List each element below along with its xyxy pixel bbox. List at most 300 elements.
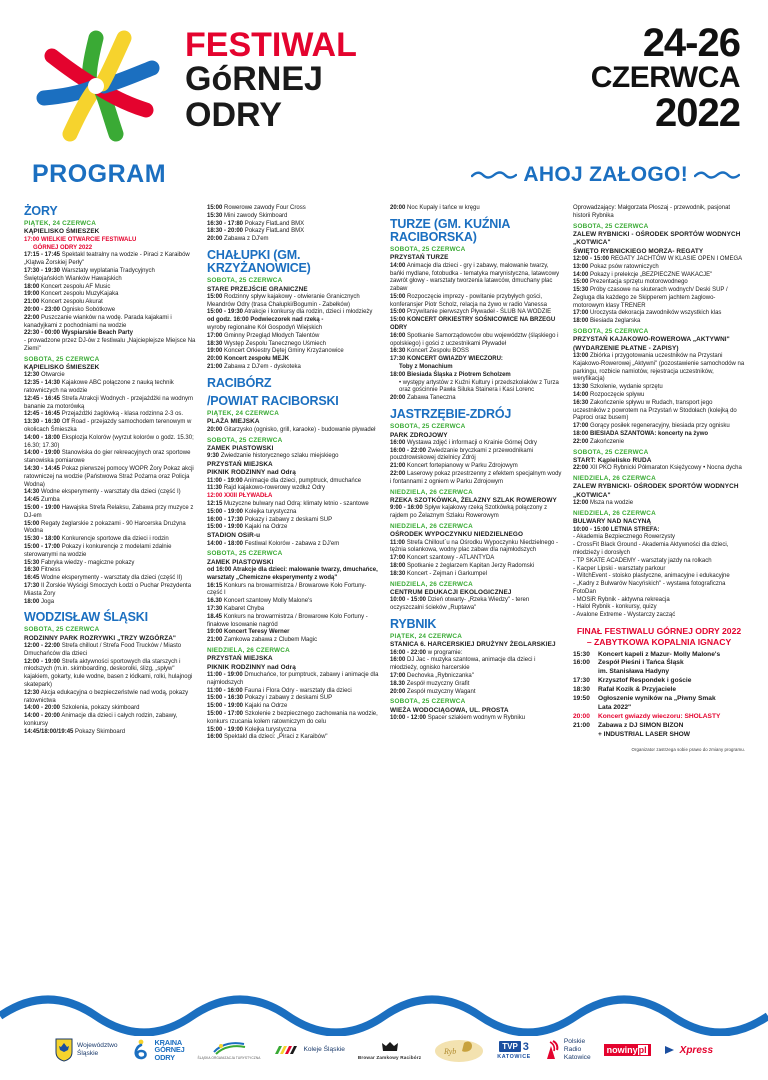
program-entry: [390, 205, 562, 213]
program-entry: [390, 555, 562, 563]
program-entry-time: 18.45: [207, 613, 223, 620]
xpress-arrow-icon: [664, 1044, 676, 1056]
program-entry-text: - Kacper Lipski - warsztaty parkour: [573, 565, 666, 572]
program-entry-text: - WitchEvent - stoisko plastyczne, animacyjne i edukacyjne: [573, 573, 730, 580]
program-entry-time: 17:30: [24, 582, 40, 589]
program-entry-text: Koncert zespołu MEJK: [224, 356, 290, 363]
program-entry: [573, 604, 745, 612]
sot-bird-icon: [212, 1041, 246, 1055]
program-entry-time: 15:00: [390, 309, 406, 316]
program-entry-text: Kabaret Chyba: [224, 606, 265, 613]
day-heading: SOBOTA, 25 CZERWCA: [390, 423, 466, 431]
program-entry: [207, 356, 379, 364]
program-entry: [24, 583, 196, 599]
program-entry-time: od godz. 16:00: [207, 317, 249, 324]
sponsor-rybnickie: [434, 1037, 484, 1063]
final-row-time: 15:30: [573, 650, 590, 658]
program-entry-text: Zabawa Taneczna: [407, 395, 456, 402]
program-entry-time: 15:00: [24, 520, 40, 527]
program-entry-text: Rozpoczęcie spływu: [590, 392, 645, 399]
program-entry-time: 16:30 - 17:80: [207, 220, 244, 227]
day-heading: SOBOTA, 25 CZERWCA: [24, 355, 100, 363]
program-entry: [573, 612, 745, 620]
program-entry: [390, 471, 562, 487]
program-entry: [24, 521, 196, 537]
program-entry-text: Mini zawody Skimboard: [224, 212, 288, 219]
program-entry-time: 17:00: [390, 672, 406, 679]
venue-heading: PRZYSTAŃ TURZE: [390, 254, 449, 262]
program-entry: [573, 558, 745, 566]
tvp-channel-number: 3: [522, 1040, 529, 1053]
program-column-1: [24, 205, 196, 965]
program-entry-time: 20:00: [207, 236, 223, 243]
program-entry-text: Konkurencje sportowe dla dzieci i rodzin: [61, 536, 169, 543]
program-entry-text: LETNIA STREFA:: [610, 526, 660, 533]
program-entry-time: 9:30: [207, 453, 220, 460]
program-entry-time: 17:30: [207, 606, 223, 613]
program-entry-text: Wyspiarskie Beach Party: [61, 330, 133, 337]
program-entry-time: 15:00 - 19:00: [24, 504, 61, 511]
ahoj-zalogo-banner: [471, 163, 740, 187]
program-entry-time: 15:00 - 17:00: [207, 710, 244, 717]
program-entry-time: 15:00 - 19:00: [207, 508, 244, 515]
final-row-time: 16:00: [573, 659, 590, 667]
program-entry: [24, 690, 196, 706]
program-entry-time: 14:30 - 14:45: [24, 465, 61, 472]
venue-heading: ZALEW RYBNICKI - OŚRODEK SPORTÓW WODNYCH „KOTWICA": [573, 230, 741, 247]
program-entry: [24, 299, 196, 307]
program-entry: [207, 672, 379, 688]
program-entry-text: Przejażdżki żaglówką - klasa rodzinna 2-3 os.: [61, 411, 184, 418]
final-program-row: [573, 677, 745, 686]
final-program-row: [573, 704, 745, 713]
program-entry: [207, 493, 379, 501]
program-entry: [24, 245, 196, 253]
final-row-text: Ogłoszenie wyników na „Piwny Smak: [598, 695, 716, 702]
final-row-time: 21:00: [573, 721, 590, 729]
program-entry-time: 16:30: [573, 399, 589, 406]
program-entry: [24, 411, 196, 419]
program-entry-text: Pokazy i prelekcje „BEZPIECZNE WAKACJE": [590, 271, 713, 278]
program-entry: [207, 309, 379, 317]
program-entry: [24, 643, 196, 659]
program-entry-text: wyroby regionalne Kół Gospodyń Wiejskich: [207, 325, 323, 332]
program-entry-text: Konkurs na browarmistrza / Browarowe Koło Fortuny - finałowe losowanie nagród: [207, 613, 368, 628]
final-row-text: im. Stanisława Hadyny: [598, 668, 670, 676]
program-entry: [207, 637, 379, 645]
program-entry-time: 10:00 - 12:00: [390, 714, 427, 721]
program-entry: [207, 501, 379, 509]
program-entry-text: KONCERT ORKIESTRY SOŚNICOWICE NA BRZEGU ODRY: [390, 317, 556, 332]
program-entry-text: Pokazy i zabawy z deskami SUP: [244, 516, 333, 523]
program-entry-time: 20:00: [390, 688, 406, 695]
program-entry-text: Fabryka wiedzy - magiczne pokazy: [41, 559, 135, 566]
program-entry-time: 21:00: [207, 637, 223, 644]
program-entry-text: Występ Zespołu Tanecznego Uśmiech: [224, 340, 326, 347]
program-entry-time: 16:00: [390, 332, 406, 339]
program-entry-text: Fauna i Flora Odry - warsztaty dla dzieci: [244, 687, 352, 694]
program-entry-text: Prezentacja sprzętu motorowodnego: [590, 279, 688, 286]
koleje-slaskie-stripes-icon: [273, 1044, 299, 1056]
sponsor-logos-bar: [0, 1020, 768, 1080]
program-entry-text: Rodzinny spływ kajakowy - otwieranie Granicznych Meandrów Odry (trasa Chałupki/Bogumin - Zabełków): [207, 293, 360, 308]
program-entry-text: Festiwal Kolorów - zabawa z DJ'em: [244, 540, 340, 547]
day-heading: SOBOTA, 25 CZERWCA: [207, 436, 283, 444]
city-heading: TURZE (GM. KUŹNIA RACIBORSKA): [390, 216, 510, 244]
program-entry-time: 18:00: [390, 371, 406, 378]
venue-heading: START: Kąpielisko RUDA: [573, 456, 652, 464]
program-entry-text: Muzyczne bulwary nad Odrą: klimaty letnio - szantowe: [224, 501, 369, 508]
program-entry-time: 15:00: [207, 205, 223, 211]
day-heading: NIEDZIELA, 26 CZERWCA: [573, 475, 656, 483]
program-entry-text: Oprowadzający: Małgorzata Płoszaj - przewodnik, pasjonat historii Rybnika: [573, 205, 731, 219]
program-entry-text: Pokazy i zabawy z deskami SUP: [244, 695, 333, 702]
program-entry-text: Dechovka „Rybniczanka": [407, 672, 474, 679]
program-entry-time: 14:45: [24, 497, 40, 504]
program-entry: [207, 583, 379, 599]
program-column-2: [207, 205, 379, 965]
program-entry-time: 17:00: [24, 236, 40, 243]
program-entry-time: 14:00 - 18:00: [24, 434, 61, 441]
program-entry: [207, 727, 379, 735]
program-entry: [390, 540, 562, 556]
program-entry-text: Kajaki na Odrze: [244, 524, 288, 531]
program-entry: [573, 205, 745, 221]
day-heading: SOBOTA, 25 CZERWCA: [390, 246, 466, 254]
program-entry-text: Zabawa z DJ'em: [224, 236, 269, 243]
program-entry-text: Kajaki na Odrze: [244, 703, 288, 710]
program-entry-text: Wodne eksperymenty - warsztaty dla dzieci (część I): [41, 489, 181, 496]
program-entry: [24, 380, 196, 396]
final-heading-line-1: FINAŁ FESTIWALU GÓRNEJ ODRY 2022: [576, 626, 742, 637]
festival-title: [185, 28, 357, 133]
venue-heading: PARK ZDROJOWY: [390, 431, 448, 439]
rybnickie-deer-icon: [434, 1037, 484, 1063]
program-entry: [207, 221, 379, 229]
program-entry: [207, 294, 379, 310]
program-entry-text: WIELKIE OTWARCIE FESTIWALU: [41, 236, 137, 243]
program-entry-text: Puszczanie wianków na wodę. Parada kajakami i kanadyjkami z pochodniami na wodzie: [24, 314, 172, 329]
program-entry: [24, 435, 196, 451]
program-entry-text: REGATY JACHTÓW W KLASIE OPEN I OMEGA: [610, 255, 743, 262]
program-entry-text: - Akademia Bezpiecznego Rowerzysty: [573, 534, 676, 541]
final-row-text: Lata 2022": [598, 703, 632, 711]
program-entry-time: 18:00: [24, 283, 40, 290]
program-entry-text: Podwieczorek nad rzeką -: [250, 317, 324, 324]
program-entry-text: Pokazy Skimboard: [75, 728, 126, 735]
program-entry-text: Noc Kupały i tańce w kręgu: [407, 205, 480, 211]
final-row-text: Rafał Kozik & Przyjaciele: [598, 686, 677, 694]
venue-heading: PIKNIK RODZINNY nad Odrą: [207, 663, 296, 671]
day-heading: SOBOTA, 25 CZERWCA: [24, 626, 100, 634]
program-entry-text: Animacje dla dzieci, pumptruck, dmuchańce: [244, 477, 362, 484]
program-entry-time: 12:00 - 15:00: [573, 255, 610, 262]
program-entry: [390, 563, 562, 571]
program-entry: [207, 205, 379, 213]
sponsor-kraina-gornej-odry: [131, 1038, 185, 1062]
program-entry-time: 11:00 - 16:00: [207, 687, 243, 694]
program-entry: [24, 544, 196, 560]
program-entry-time: 11:30: [207, 485, 223, 492]
program-entry-time: 13:30: [573, 384, 589, 391]
program-entry: [390, 364, 562, 372]
sponsor-koleje-slaskie: [273, 1044, 344, 1056]
program-entry-time: 16:15: [207, 582, 223, 589]
program-entry: [573, 431, 745, 439]
program-entry: [24, 396, 196, 412]
final-row-time: 18:30: [573, 686, 590, 694]
program-entry-time: 15:00 - 19:00: [207, 726, 244, 733]
program-entry-text: Koncert zespołu AF Music: [41, 283, 111, 290]
date-month: CZERWCA: [590, 61, 740, 95]
program-entry-text: DJ Jac - muzyka szantowa, animacje dla dzieci i młodzieży, ognisko harcerskie: [390, 657, 536, 672]
venue-heading: BULWARY NAD NACYNĄ: [573, 518, 652, 526]
program-entry-text: - „Kadry z Bulwarów Nacyńskich" - wystawa fotograficzna FotoDan: [573, 581, 726, 595]
program-entry: [24, 705, 196, 713]
program-entry-text: - Halol Rybnik - konkursy, quizy: [573, 604, 657, 611]
program-entry: [207, 711, 379, 727]
sponsor-slaska-organizacja-turystyczna: [198, 1041, 261, 1060]
program-entry: [207, 703, 379, 711]
program-entry: [390, 463, 562, 471]
program-entry: [390, 395, 562, 403]
program-entry: [207, 427, 379, 435]
program-entry-text: Pokazy i konkurencje z modelami zdalnie sterowanymi na wodzie: [24, 543, 172, 558]
program-entry: [24, 536, 196, 544]
radio-xpress-label: Xpress: [679, 1044, 714, 1056]
program-entry: [207, 695, 379, 703]
day-heading: NIEDZIELA, 26 CZERWCA: [573, 509, 656, 517]
program-entry-time: 15:00 - 16:30: [207, 695, 244, 702]
program-entry-text: Zwiedzanie bryczkami z przewodnikami pouzdrowiskowej dzielnicy Zdrój: [390, 447, 534, 462]
program-entry-time: 10:00 - 15:00: [390, 597, 427, 604]
program-entry: [390, 597, 562, 613]
program-entry: [24, 252, 196, 268]
day-heading: SOBOTA, 25 CZERWCA: [207, 277, 283, 285]
program-entry: [24, 505, 196, 521]
program-entry-text: Gorący posiłek regeneracyjny, biesiada przy ognisku: [590, 423, 730, 430]
program-entry: [390, 650, 562, 658]
program-entry-time: 13:00: [573, 263, 589, 270]
program-disclaimer: Organizator zastrzega sobie prawo do zmiany programu.: [631, 747, 745, 753]
crown-icon: [377, 1040, 403, 1054]
venue-heading: PIKNIK RODZINNY nad Odrą: [207, 469, 296, 477]
venue-heading: PRZYSTAŃ MIEJSKA: [207, 461, 273, 469]
program-entry-text: Spacer szlakiem wodnym w Rybniku: [427, 714, 526, 721]
program-entry: [24, 713, 196, 729]
program-entry: [207, 517, 379, 525]
program-entry-text: Wystawa zdjęć i informacji o Krainie Górnej Odry: [407, 439, 538, 446]
program-entry-time: 15:30: [573, 287, 589, 294]
program-entry-time: 20:00: [207, 426, 223, 433]
city-heading: CHAŁUPKI (GM. KRZYŻANOWICE): [207, 247, 311, 276]
program-entry: [573, 392, 745, 400]
program-entry-text: Dzień otwarty- „Rzeka Wiedzy" - teren oczyszczalni ścieków „Ruptawa": [390, 597, 530, 611]
program-entry-time: 12:45 - 16:45: [24, 411, 61, 418]
program-entry-text: Msza na wodzie: [590, 500, 634, 507]
program-entry-text: Fitness: [41, 567, 61, 574]
program-entry-text: Spotkanie Samorządowców obu województw (śląskiego i opolskiego) i gości z uczestnikami Pływadeł: [390, 332, 559, 347]
program-entry-text: Eksplozja Kolorów (wyrzut kolorów o godz. 15.30; 16.30; 17.30): [24, 434, 194, 449]
program-entry: [207, 734, 379, 742]
program-entry-text: Regaty żeglarskie z pokazami - 90 Harcerska Drużyna Wodna: [24, 520, 186, 535]
program-entry: [207, 629, 379, 637]
program-entry-text: Przywitanie pierwszych Pływadeł - ŚLUB NA WODZIE: [407, 309, 552, 316]
venue-heading: KĄPIELISKO ŚMIESZEK: [24, 364, 100, 372]
program-entry-text: Spotkanie z żeglarzem Kapitan Jerzy Radomski: [407, 562, 535, 569]
tvp-katowice-label: KATOWICE: [497, 1053, 531, 1060]
program-entry-time: 18:00: [573, 318, 589, 325]
kraina-swirl-icon: [131, 1038, 151, 1062]
final-row-text: Zabawa z DJ SIMON BIZON: [598, 721, 684, 729]
program-entry-time: 16.30: [207, 598, 223, 605]
program-entry-time: 14:30: [24, 489, 40, 496]
program-entry: [207, 236, 379, 244]
program-entry-text: - CrossFit Black Ground - Akademia Aktywności dla dzieci, młodzieży i dorosłych: [573, 542, 729, 556]
program-entry: [573, 423, 745, 431]
program-entry-time: 16:00 - 22:00: [390, 649, 427, 656]
day-heading: NIEDZIELA, 26 CZERWCA: [390, 522, 473, 530]
program-entry: [207, 485, 379, 493]
sponsor-browar-zamkowy-raciborz: [358, 1040, 421, 1060]
city-heading: /POWIAT RACIBORSKI: [207, 393, 339, 408]
program-entry-text: Joga: [41, 598, 55, 605]
program-entry-text: Koncert zespołu Akurat: [41, 299, 103, 306]
sponsor-sot-label: ŚLĄSKA ORGANIZACJA TURYSTYCZNA: [197, 1055, 261, 1060]
program-entry: [207, 524, 379, 532]
program-entry-text: Strefa aktywności sportowych dla starszych i młodszych (m.in. skimboarding, deskorolki, ślizg, „spływ" kajakiem, gokarty, kule wodne, basen z łódkami, rolki, hulajnogi skatepark): [24, 658, 193, 689]
program-entry-text: - TP SKATE ACADEMY - warsztaty jazdy na rolkach: [573, 557, 712, 564]
program-entry: [24, 599, 196, 607]
festival-pinwheel-logo: [28, 26, 168, 146]
program-entry-time: 14:00 - 20:00: [24, 705, 61, 712]
program-entry-time: 20:00: [207, 356, 223, 363]
program-column-3: [390, 205, 562, 965]
program-entry-text: Rowerowe zawody Four Cross: [224, 205, 306, 211]
program-entry-text: Koncert - Zejman i Garkumpel: [407, 570, 488, 577]
program-entry-time: 13:00: [573, 353, 589, 360]
city-heading: ŻORY: [24, 204, 58, 218]
program-entry: [390, 657, 562, 673]
program-entry: [207, 453, 379, 461]
program-entry-text: Strefa Atrakcji Wodnych - przejażdżki na wodnym bananie za motorówką: [24, 395, 193, 410]
program-entry-time: 15:00: [390, 317, 406, 324]
final-program-row: [573, 713, 745, 722]
wave-squiggle-left-icon: [471, 169, 517, 181]
program-entry: [390, 448, 562, 464]
program-entry-time: 21:00: [24, 299, 40, 306]
program-entry-text: Kolejka turystyczna: [244, 726, 297, 733]
program-entry-time: 17:00: [573, 310, 589, 317]
program-entry-time: od 16:00: [207, 567, 232, 574]
sponsor-wojewodztwo-slaskie: [55, 1038, 118, 1062]
final-heading-line-2: – ZABYTKOWA KOPALNIA IGNACY: [586, 636, 732, 647]
venue-heading: PLAŻA MIEJSKA: [207, 418, 260, 426]
program-entry: [573, 465, 745, 473]
program-entry-time: 12:00 - 22:00: [24, 643, 61, 650]
program-entry: [390, 681, 562, 689]
program-entry: [24, 489, 196, 497]
program-entry: [573, 400, 745, 423]
program-entry-time: 20:00: [390, 205, 406, 211]
program-entry-time: 18:00: [390, 562, 406, 569]
venue-heading: PRZYSTAŃ MIEJSKA: [207, 655, 273, 663]
program-entry: [573, 318, 745, 326]
final-row-text: + INDUSTRIAL LASER SHOW: [598, 730, 691, 738]
program-entry: [573, 310, 745, 318]
program-entry-time: 16:45: [24, 575, 40, 582]
final-row-time: 20:00: [573, 712, 590, 720]
program-entry-time: 20:00 - 23:00: [24, 306, 61, 313]
city-heading: RACIBÓRZ: [207, 375, 272, 390]
program-entry: [207, 213, 379, 221]
poster-header: [0, 0, 768, 160]
program-entry-time: 11:00: [390, 539, 406, 546]
program-entry-text: Pokazy FlatLand BMX: [244, 228, 305, 235]
final-program-row: [573, 668, 745, 677]
program-entry-time: 9:00 - 16:00: [390, 505, 423, 512]
venue-heading: STADION OSiR-u: [207, 532, 261, 540]
final-event-heading: [573, 626, 745, 647]
city-heading: WODZISŁAW ŚLĄSKI: [24, 610, 148, 625]
day-heading: PIĄTEK, 24 CZERWCA: [207, 410, 280, 418]
program-entry-time: 14:00 - 19:00: [24, 450, 61, 457]
program-entry-text: Zabawa z DJ'em - dyskoteka: [224, 364, 301, 371]
program-entry-time: 16:30: [24, 567, 40, 574]
program-entry: [24, 268, 196, 284]
program-entry-text: Szkolenie z bezpiecznego zachowania na wodzie, konkurs rzucania kołem ratowniczym do celu: [207, 710, 378, 725]
day-heading: SOBOTA, 25 CZERWCA: [573, 328, 649, 336]
program-entry-text: Akcja edukacyjna o bezpieczeństwie nad wodą, pokazy ratownictwa: [24, 689, 189, 704]
title-line-odry: ODRY: [185, 95, 282, 134]
sponsor-polskie-radio-label: Polskie Radio Katowice: [563, 1037, 591, 1062]
program-entry-time: 14:45/18:00/19:45: [24, 728, 74, 735]
final-row-time: 17:30: [573, 677, 590, 685]
program-entry-text: Konkurs na browarmistrza / Browarowe Koło Fortuny- część I: [207, 582, 367, 597]
program-entry-text: Koncert zespołu MuzyKajaka: [41, 291, 119, 298]
program-entry-text: - MOSiR Rybnik - aktywna rekreacja: [573, 596, 670, 603]
radio-signal-icon: [544, 1039, 560, 1061]
program-entry: [207, 325, 379, 333]
program-entry-text: Spływ kajakowy rzeką Szotkówką połączony z rajdem po Żelaznym Szlaku Rowerowym: [390, 505, 548, 520]
program-entry-time: 18:00: [24, 598, 40, 605]
venue-heading: WIEŻA WODOCIĄGOWA, UL. PROSTA: [390, 706, 509, 714]
final-row-text: Koncert kapeli z Mazur- Molly Malone's: [598, 650, 721, 658]
program-entry: [573, 384, 745, 392]
city-heading: RYBNIK: [390, 616, 437, 631]
program-entry: [390, 372, 562, 380]
program-entry-time: 20:00: [390, 395, 406, 402]
program-entry: [24, 729, 196, 737]
program-entry: [207, 567, 379, 583]
venue-heading: RZEKA SZOTKÓWKA, ŻELAZNY SZLAK ROWEROWY: [390, 496, 557, 504]
program-entry: [573, 527, 745, 535]
program-entry-time: 22:00: [573, 438, 589, 445]
program-entry-time: 15:30: [24, 559, 40, 566]
program-entry-text: Spektakl teatralny na wodzie - Piraci z Karaibów „Klątwa Żorskiej Perły": [24, 252, 190, 267]
final-row-text: Krzysztof Respondek i goście: [598, 677, 692, 685]
program-entry: [207, 348, 379, 356]
program-entry: [24, 330, 196, 338]
program-entry-text: Hawajska Strefa Relaksu, Zabawa przy muzyce z DJ-em: [24, 504, 194, 519]
program-entry-time: 12:45 - 16:45: [24, 395, 61, 402]
program-entry: [207, 606, 379, 614]
program-entry-text: Szkolenia, pokazy skimboard: [61, 705, 140, 712]
program-entry: [573, 256, 745, 264]
program-entry: [573, 581, 745, 597]
program-entry-text: GÓRNEJ ODRY 2022: [33, 244, 93, 251]
program-entry-time: 18.30: [390, 680, 406, 687]
